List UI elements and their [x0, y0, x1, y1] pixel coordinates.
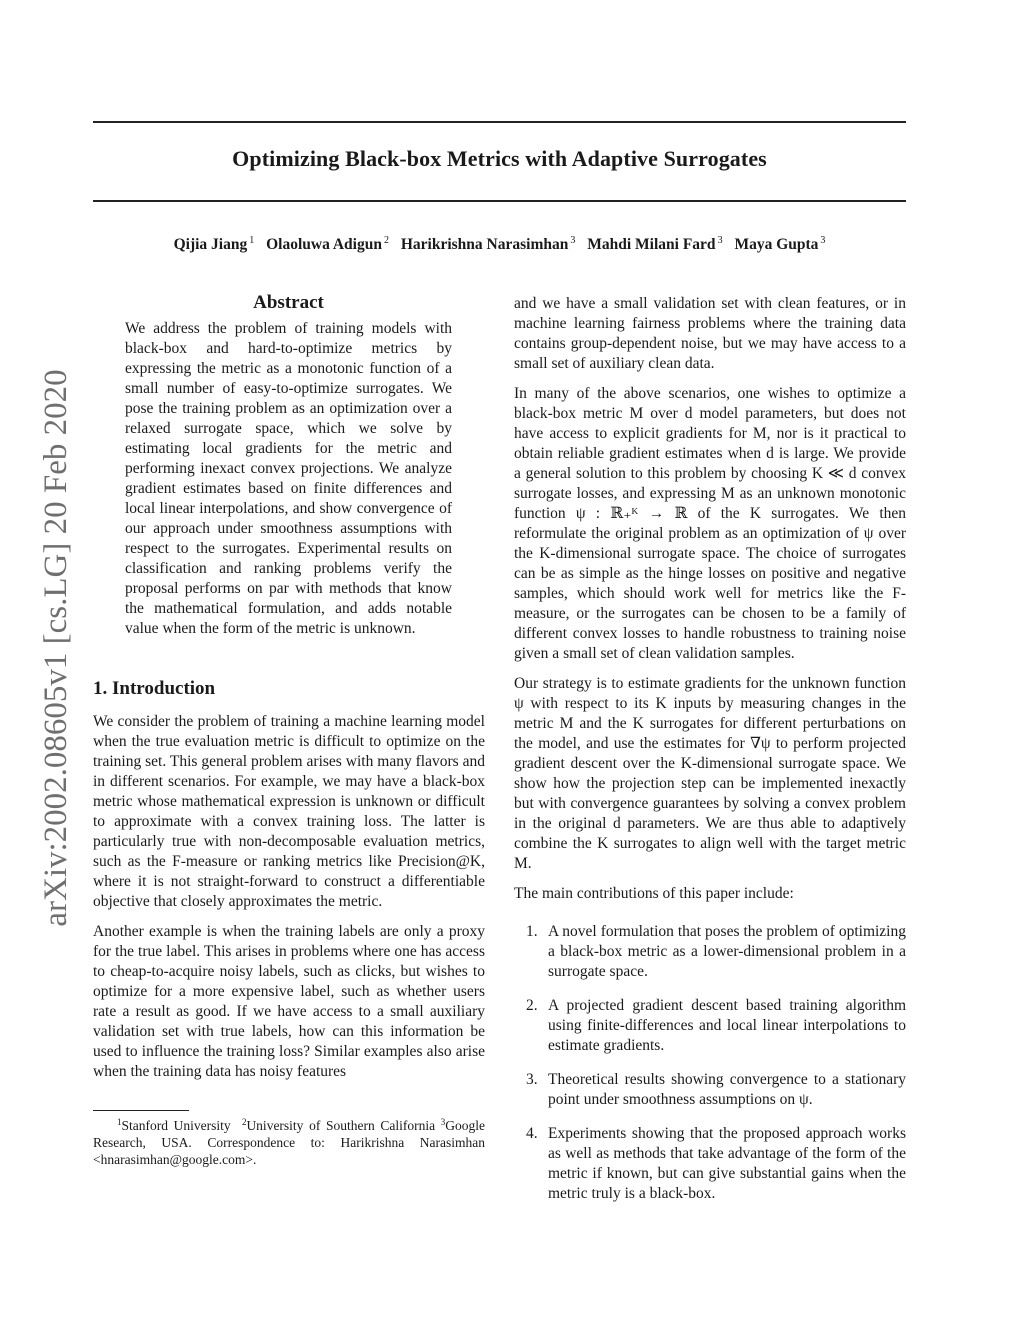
author — [174, 236, 255, 253]
author-name: Olaoluwa Adigun — [266, 236, 382, 253]
paragraph: Another example is when the training labels are only a proxy for the true label. This arises in problems where one has access to cheap-to-acquire noisy labels, such as clicks, but wishes to optimize for a more expensive label, such as whether users rate a result as good. If we have access to a small auxiliary validation set with true labels, how can this information be used to influence the training loss? Similar examples also arise when the training data has noisy features — [93, 923, 485, 1080]
title-bottom-rule — [93, 200, 906, 202]
footnote-affiliations — [93, 1114, 485, 1168]
author-name: Maya Gupta — [734, 236, 819, 253]
paragraph: In many of the above scenarios, one wishes to optimize a black-box metric M over d model parameters, but does not have access to explicit gradients for M, nor is it practical to obtain reliable gradient estimates when d is large. We provide a general solution to this problem by choosing K ≪ d convex surrogate losses, and expressing M as an unknown monotonic function ψ : ℝ₊ᴷ → ℝ of the K surrogates. We then reformulate the original problem as an optimization of ψ over the K-dimensional surrogate space. The choice of surrogates can be as simple as the hinge losses on positive and negative samples, which should work well for metrics like the F-measure, or the surrogates can be chosen to be a family of different convex losses to handle robustness to training noise given a small set of clean validation samples. — [514, 385, 906, 662]
introduction-section — [93, 676, 485, 1082]
top-rule — [93, 121, 906, 123]
author-affiliation: 3 — [717, 235, 723, 246]
paper-title: Optimizing Black-box Metrics with Adaptive Surrogates — [232, 146, 767, 171]
list-text: Experiments showing that the proposed approach works as well as methods that take advantage of the form of the metric if known, but can give substantial gains when the metric truly is a black-box. — [548, 1125, 906, 1202]
author-name: Mahdi Milani Fard — [587, 236, 716, 253]
arxiv-identifier: arXiv:2002.08605v1 [cs.LG] 20 Feb 2020 — [38, 369, 74, 927]
author — [587, 236, 722, 253]
list-number: 1. — [526, 923, 538, 940]
list-text: A projected gradient descent based training algorithm using finite-differences and local linear interpolations to estimate gradients. — [548, 997, 906, 1054]
abstract-section — [125, 291, 452, 639]
list-item — [514, 1124, 906, 1204]
footnote-text: Google Research, USA. Correspondence to: Harikrishna Narasimhan <hnarasimhan@google.com>. — [93, 1118, 486, 1167]
author-name: Qijia Jiang — [173, 236, 248, 253]
list-number: 2. — [526, 997, 538, 1014]
author-list — [93, 235, 906, 254]
right-column — [514, 294, 906, 1218]
author-name: Harikrishna Narasimhan — [400, 236, 569, 253]
list-text: A novel formulation that poses the problem of optimizing a black-box metric as a lower-dimensional problem in a surrogate space. — [548, 923, 906, 980]
paragraph: and we have a small validation set with clean features, or in machine learning fairness problems where the training data contains group-dependent noise, but we may have access to a small set of auxiliary clean data. — [514, 295, 906, 372]
author — [266, 236, 389, 253]
list-text: Theoretical results showing convergence to a stationary point under smoothness assumptions on ψ. — [548, 1071, 906, 1108]
author — [734, 236, 825, 253]
list-number: 3. — [526, 1071, 538, 1088]
paragraph: The main contributions of this paper include: — [514, 885, 794, 902]
footnote-text: Stanford University — [121, 1118, 231, 1133]
list-item — [514, 996, 906, 1056]
abstract-text: We address the problem of training models with black-box and hard-to-optimize metrics by expressing the metric as a monotonic function of a small number of easy-to-optimize surrogates. We pose the training problem as an optimization over a relaxed surrogate space, which we solve by estimating local gradients for the metric and performing inexact convex projections. We analyze gradient estimates based on finite differences and local linear interpolations, and show convergence of our approach under smoothness assumptions with respect to the surrogates. Experimental results on classification and ranking problems verify the proposal performs on par with methods that know the mathematical formulation, and adds notable value when the form of the metric is unknown. — [125, 320, 452, 637]
list-item — [514, 922, 906, 982]
footnote-mark: 2 — [241, 1117, 247, 1127]
list-number: 4. — [526, 1125, 538, 1142]
list-item — [514, 1070, 906, 1110]
author-affiliation: 3 — [820, 235, 826, 246]
abstract-heading: Abstract — [253, 292, 324, 313]
paragraph: We consider the problem of training a machine learning model when the true evaluation metric is difficult to optimize on the training set. This general problem arises with many flavors and in different scenarios. For example, we may have a black-box metric whose mathematical expression is unknown or difficult to approximate with a convex training loss. The latter is particularly true with non-decomposable evaluation metrics, such as the F-measure or ranking metrics like Precision@K, where it is not straight-forward to construct a differentiable objective that closely approximates the metric. — [93, 713, 485, 910]
footnote — [93, 1108, 485, 1168]
author — [401, 236, 576, 253]
author-affiliation: 2 — [383, 235, 389, 246]
author-affiliation: 3 — [570, 235, 576, 246]
section-heading: 1. Introduction — [93, 678, 216, 699]
author-affiliation: 1 — [249, 235, 255, 246]
paragraph: Our strategy is to estimate gradients for the unknown function ψ with respect to its K inputs by measuring changes in the metric M and the K surrogates for different perturbations on the model, and use the estimates for ∇ψ to perform projected gradient descent over the K-dimensional surrogate space. We show how the projection step can be implemented inexactly but with convergence guarantees by solving a convex problem in the original d parameters. We are thus able to adaptively combine the K surrogates to align well with the target metric M. — [514, 675, 906, 872]
footnote-mark: 1 — [117, 1117, 122, 1127]
footnote-mark: 3 — [440, 1117, 446, 1127]
footnote-text: University of Southern California — [246, 1118, 436, 1133]
contributions-list — [514, 922, 906, 1204]
